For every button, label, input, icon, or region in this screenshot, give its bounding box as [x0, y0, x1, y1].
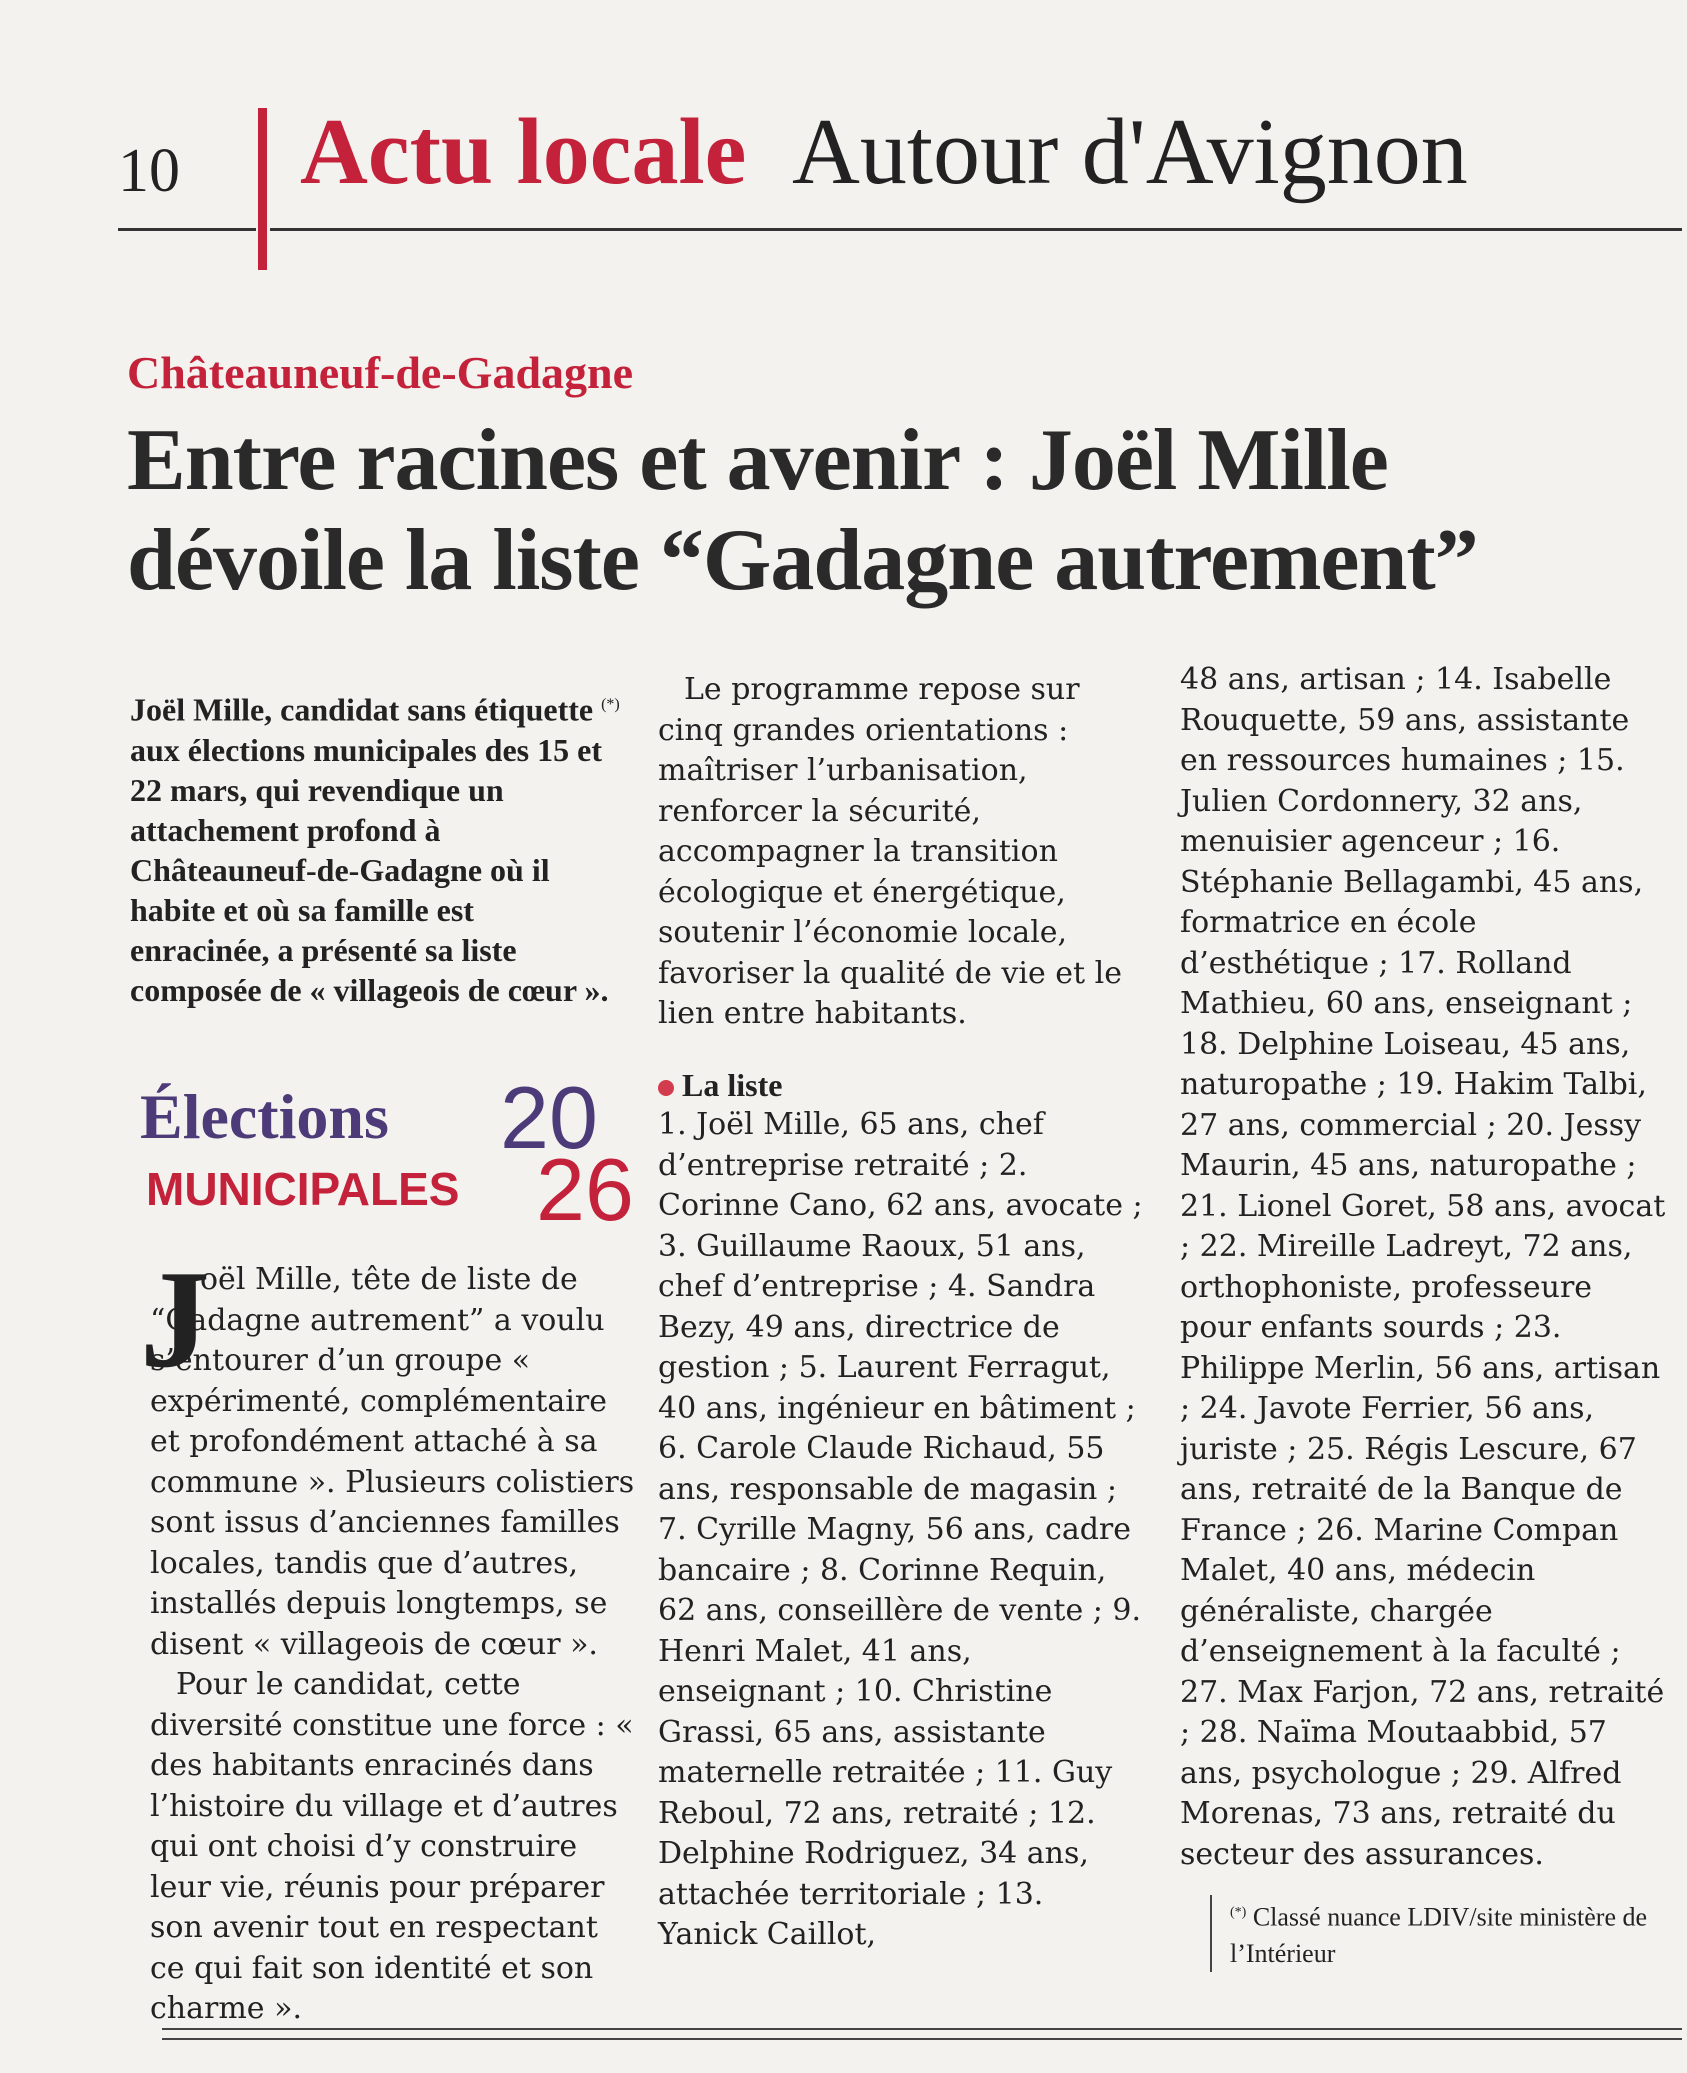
- footnote: [1210, 1895, 1687, 1972]
- liste-heading: [658, 1065, 1143, 1106]
- liste-text-part1: 1. Joël Mille, 65 ans, chef d’entreprise retraité ; 2. Corinne Cano, 62 ans, avocate ; 3. Guillaume Raoux, 51 ans, chef d’entreprise ; 4. Sandra Bezy, 49 ans, directrice de gestion ; 5. Laurent Ferragut, 40 ans, ingénieur en bâtiment ; 6. Carole Claude Richaud, 55 ans, responsable de magasin ; 7. Cyrille Magny, 56 ans, cadre bancaire ; 8. Corinne Requin, 62 ans, conseillère de vente ; 9. Henri Malet, 41 ans, enseignant ; 10. Christine Grassi, 65 ans, assistante maternelle retraitée ; 11. Guy Reboul, 72 ans, retraité ; 12. Delphine Rodriguez, 34 ans, attachée territoriale ; 13. Yanick Caillot,: [658, 1107, 1143, 1952]
- section-title: Actu locale: [300, 100, 747, 204]
- page-number: 10: [118, 137, 180, 205]
- article-lead: [130, 685, 620, 1010]
- article-headline-line1: Entre racines et avenir : Joël Mille: [127, 412, 1388, 509]
- elections-2026-logo: [140, 1070, 640, 1239]
- article-column-2: [658, 670, 1143, 1956]
- lead-footnote-ref: (*): [601, 696, 620, 713]
- logo-elections-text: Élections: [140, 1081, 389, 1152]
- article-headline-line2: dévoile la liste “Gadagne autrement”: [127, 512, 1478, 609]
- footnote-ref: (*): [1230, 1905, 1247, 1920]
- liste-text-part2: 48 ans, artisan ; 14. Isabelle Rouquette, 59 ans, assistante en ressources humaines ; 15. Julien Cordonnery, 32 ans, menuisier agenceur ; 16. Stéphanie Bellagambi, 45 ans, formatrice en école d’esthétique ; 17. Rolland Mathieu, 60 ans, enseignant ; 18. Delphine Loiseau, 45 ans, naturopathe ; 19. Hakim Talbi, 27 ans, commercial ; 20. Jessy Maurin, 45 ans, naturopathe ; 21. Lionel Goret, 58 ans, avocat ; 22. Mireille Ladreyt, 72 ans, orthophoniste, professeure pour enfants sourds ; 23. Philippe Merlin, 56 ans, artisan ; 24. Javote Ferrier, 56 ans, juriste ; 25. Régis Lescure, 67 ans, retraité de la Banque de France ; 26. Marine Compan Malet, 40 ans, médecin généraliste, chargée d’enseignement à la faculté ; 27. Max Farjon, 72 ans, retraité ; 28. Naïma Moutaabbid, 57 ans, psychologue ; 29. Alfred Morenas, 73 ans, retraité du secteur des assurances.: [1180, 662, 1666, 1872]
- article-column-1: [150, 1260, 635, 2030]
- body-paragraph-3: Le programme repose sur cinq grandes orientations : maîtriser l’urbanisation, renforcer la sécurité, accompagner la transition écologique et énergétique, soutenir l’économie locale, favoriser la qualité de vie et le lien entre habitants.: [658, 672, 1122, 1031]
- footer-rule: [162, 2028, 1682, 2030]
- logo-year-top: 20: [500, 1070, 598, 1167]
- header-rule: [118, 228, 256, 231]
- footnote-text: Classé nuance LDIV/site ministère de l’Intérieur: [1230, 1902, 1648, 1968]
- bullet-icon: [658, 1080, 674, 1096]
- article-column-3: [1180, 660, 1670, 1875]
- section-subtitle: Autour d'Avignon: [792, 100, 1468, 204]
- section-divider-bar: [258, 108, 267, 270]
- lead-text: Joël Mille, candidat sans étiquette: [130, 691, 602, 728]
- logo-year-bottom: 26: [536, 1140, 634, 1239]
- header-rule: [270, 228, 1682, 231]
- logo-municipales-text: MUNICIPALES: [146, 1163, 460, 1215]
- footer-rule: [162, 2038, 1682, 2040]
- lead-text-continued: aux élections municipales des 15 et 22 mars, qui revendique un attachement profond à Châteauneuf-de-Gadagne où il habite et où sa famille est enracinée, a présenté sa liste composée de « villageois de cœur ».: [130, 731, 609, 1008]
- article-kicker: Châteauneuf-de-Gadagne: [127, 347, 634, 398]
- body-paragraph-1: [150, 1260, 635, 1665]
- body-paragraph-2: Pour le candidat, cette diversité constitue une force : « des habitants enracinés dans l’histoire du village et d’autres qui ont choisi d’y construire leur vie, réunis pour préparer son avenir tout en respectant ce qui fait son identité et son charme ».: [150, 1667, 634, 2026]
- liste-heading-text: La liste: [682, 1066, 783, 1103]
- body-paragraph-1-text: oël Mille, tête de liste de “Gadagne autrement” a voulu s’entourer d’un groupe « expérimenté, complémentaire et profondément attaché à sa commune ». Plusieurs colistiers sont issus d’anciennes familles locales, tandis que d’autres, installés depuis longtemps, se disent « villageois de cœur ».: [150, 1262, 635, 1662]
- logo-year-graphic: [480, 1070, 660, 1240]
- dropcap-letter: J: [140, 1242, 210, 1397]
